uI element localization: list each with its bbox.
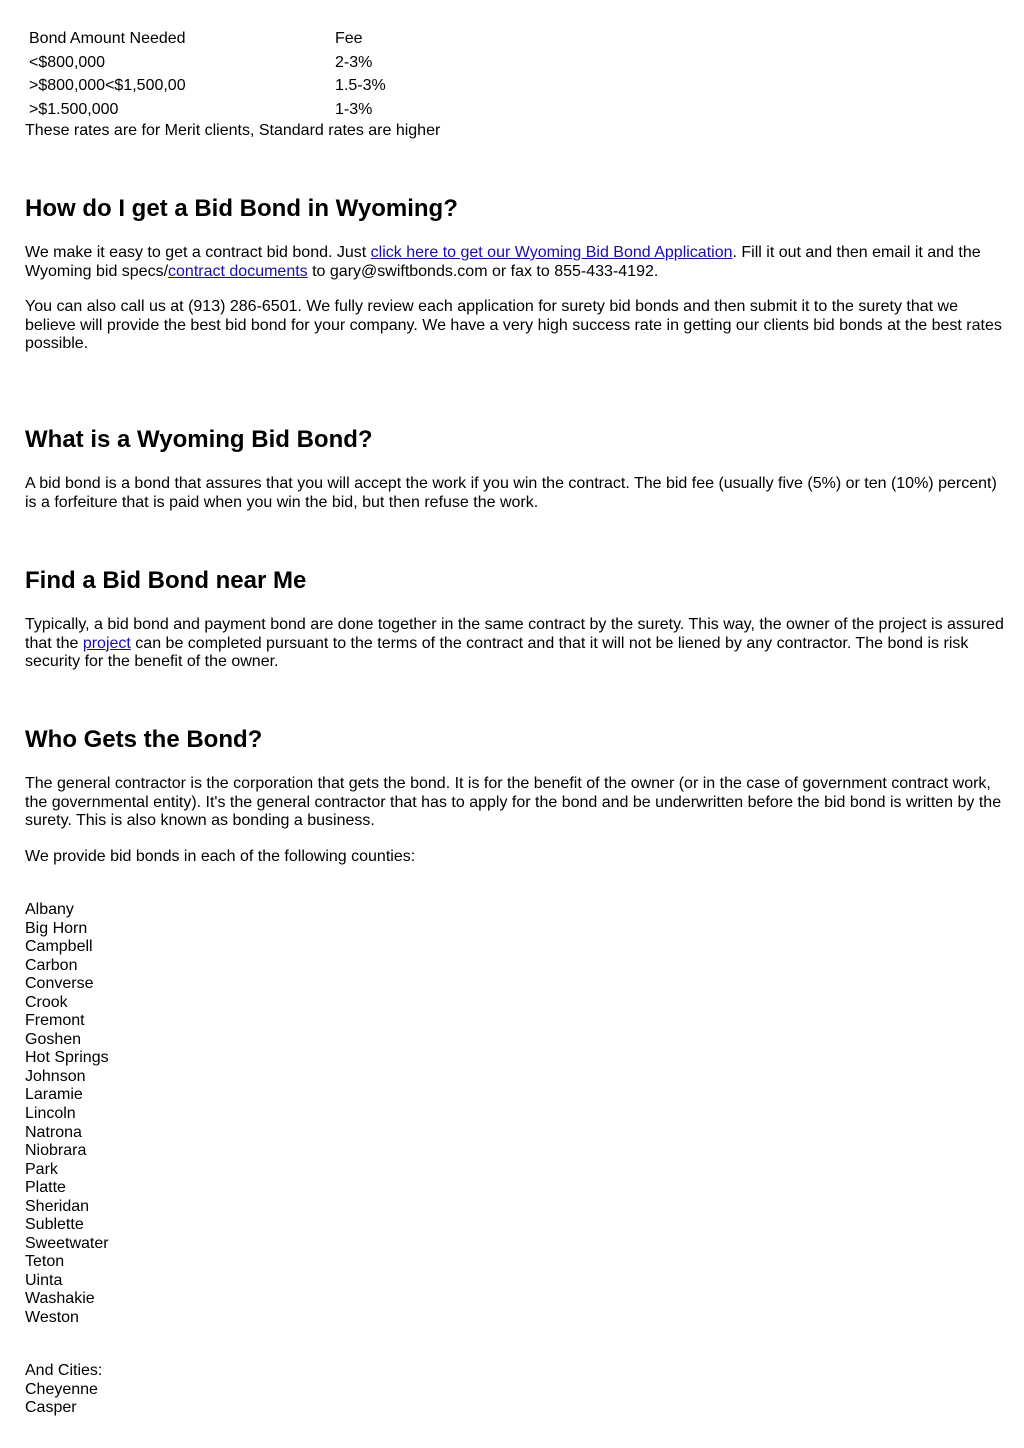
list-item: Natrona [25,1123,82,1141]
heading-who-gets: Who Gets the Bond? [25,726,263,753]
list-item: Carbon [25,956,78,974]
list-item: Teton [25,1253,65,1271]
paragraph-who-gets-2: We provide bid bonds in each of the following counties: [25,848,416,865]
application-link[interactable]: click here to get our Wyoming Bid Bond Application [370,244,733,261]
fee-amount: >$1.500,000 [29,101,119,119]
fee-rate: 1.5-3% [335,77,386,95]
county-list [25,901,109,1328]
text: We make it easy to get a contract bid bond. Just [25,244,371,261]
list-item: Sweetwater [25,1234,109,1252]
list-item: Converse [25,975,94,993]
fee-table-row [29,51,386,75]
list-item: Campbell [25,938,93,956]
paragraph-how-to-get-1 [25,244,1005,281]
fee-amount: <$800,000 [29,53,106,71]
fee-table-row [29,74,386,98]
list-item: Laramie [25,1086,83,1104]
text: can be completed pursuant to the terms of the contract and that it will not be liened by any contractor. The bond is risk security for the benefit of the owner. [25,634,969,671]
fee-table-header [29,27,386,51]
heading-what-is: What is a Wyoming Bid Bond? [25,426,373,453]
paragraph-what-is: A bid bond is a bond that assures that you will accept the work if you win the contract. The bid fee (usually five (5%) or ten (10%) percent) is a forfeiture that is paid when you win the bid, but then refuse the work. [25,475,997,511]
paragraph-who-gets-1: The general contractor is the corporation that gets the bond. It is for the benefit of the owner (or in the case of government contract work, the governmental entity). It's the general contractor that has to apply for the bond and be underwritten before the bid bond is written by the surety. This is also known as bonding a business. [25,775,1002,830]
heading-how-to-get: How do I get a Bid Bond in Wyoming? [25,195,458,222]
text: . Fill it out and then email it and the Wyoming bid specs/ [25,244,981,280]
text: Typically, a bid bond and payment bond are done together in the same contract by the surety. This way, the owner of the project is assured that the [25,616,1004,652]
list-item: Sublette [25,1216,84,1234]
fee-header-amount: Bond Amount Needed [29,30,186,47]
heading-find-near-me: Find a Bid Bond near Me [25,567,307,594]
list-item: Weston [25,1309,79,1327]
list-item: Sheridan [25,1197,90,1215]
list-item: Park [25,1160,58,1178]
list-item: Lincoln [25,1105,76,1123]
list-item: Hot Springs [25,1049,109,1067]
list-item: Big Horn [25,919,88,937]
list-item: Washakie [25,1290,95,1308]
city-list-label: And Cities: [25,1362,103,1379]
fee-amount: >$800,000<$1,500,00 [29,77,186,95]
fee-table-row [29,98,386,122]
list-item: Niobrara [25,1142,87,1160]
list-item: Cheyenne [25,1380,98,1398]
list-item: Johnson [25,1067,86,1085]
paragraph-find-near-me [25,616,1005,672]
fee-rate: 2-3% [335,53,373,71]
contract-documents-link[interactable]: contract documents [168,262,308,280]
fee-table-note: These rates are for Merit clients, Standard rates are higher [25,122,441,139]
fee-header-fee: Fee [335,30,363,47]
list-item: Fremont [25,1012,85,1030]
text: to gary@swiftbonds.com or fax to 855-433-4192. [307,262,659,280]
paragraph-how-to-get-2: You can also call us at (913) 286-6501. We fully review each application for surety bid bonds and then submit it to the surety that we believe will provide the best bid bond for your company. We have a very high success rate in getting our clients bid bonds at the best rates possible. [25,298,1002,353]
fee-table [29,27,386,122]
project-link[interactable]: project [82,634,131,652]
city-list [25,1362,102,1418]
list-item: Crook [25,993,68,1011]
list-item: Uinta [25,1271,63,1289]
fee-rate: 1-3% [335,101,373,119]
list-item: Goshen [25,1030,82,1048]
list-item: Platte [25,1179,66,1197]
list-item: Casper [25,1399,77,1417]
list-item: Albany [25,901,74,918]
